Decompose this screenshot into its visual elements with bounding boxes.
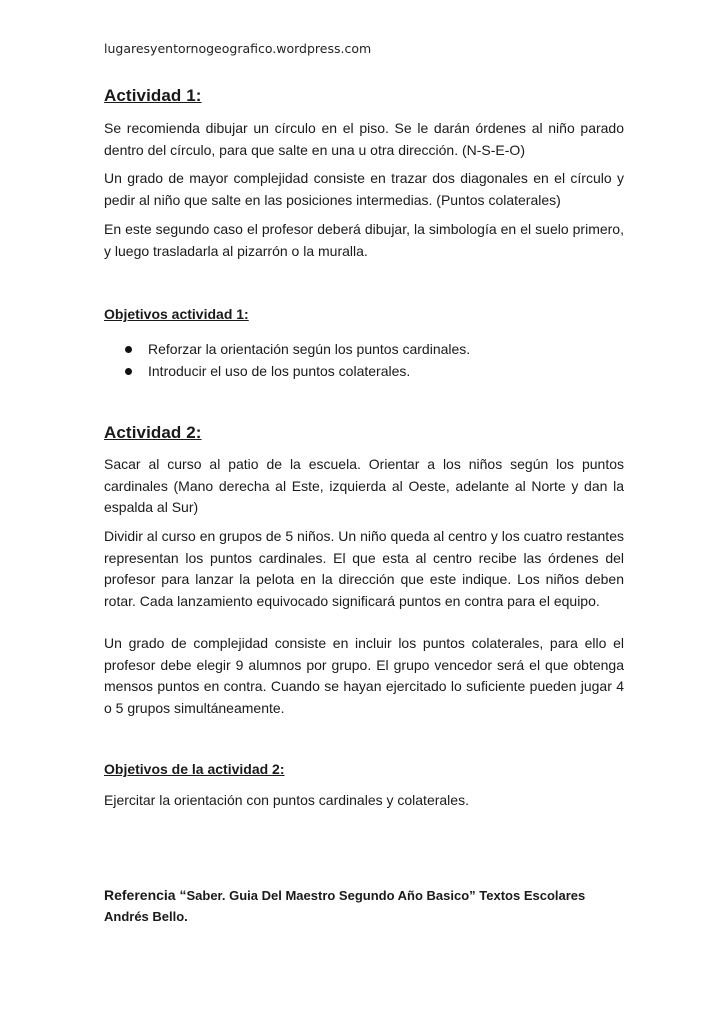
list-item xyxy=(104,339,624,361)
activity-1-paragraph-2-block xyxy=(104,168,624,211)
objectives-2-text: Ejercitar la orientación con puntos cardinales y colaterales. xyxy=(104,792,469,808)
activity-1-paragraph-3-block xyxy=(104,219,624,262)
reference-block xyxy=(104,885,624,927)
objectives-2-title-block xyxy=(104,761,624,777)
bullet-icon xyxy=(125,368,132,375)
activity-1-paragraph: En este segundo caso el profesor deberá dibujar, la simbología en el suelo primero, y luego trasladarla al pizarrón o la muralla. xyxy=(104,221,624,259)
activity-2-paragraph-1-block xyxy=(104,454,624,519)
activity-2-paragraph: Sacar al curso al patio de la escuela. Orientar a los niños según los puntos cardinales (Mano derecha al Este, izquierda al Oeste, adelante al Norte y dan la espalda al Sur) xyxy=(104,456,624,515)
activity-2-paragraph: Un grado de complejidad consiste en incluir los puntos colaterales, para ello el profesor debe elegir 9 alumnos por grupo. El grupo vencedor será el que obtenga mensos puntos en contra. Cuando se hayan ejercitado lo suficiente pueden jugar 4 o 5 grupos simultáneamente. xyxy=(104,635,624,716)
activity-2-paragraph-3-block xyxy=(104,633,624,719)
list-item xyxy=(104,361,624,383)
activity-1-title-block xyxy=(104,86,624,106)
reference xyxy=(104,885,624,927)
activity-1-paragraph: Un grado de mayor complejidad consiste en trazar dos diagonales en el círculo y pedir al niño que salte en las posiciones intermedias. (Puntos colaterales) xyxy=(104,170,624,208)
activity-2-title: Actividad 2: xyxy=(104,423,202,442)
objectives-2-text-block xyxy=(104,790,624,812)
objectives-1-list-block xyxy=(104,339,624,382)
activity-2-title-block xyxy=(104,423,624,443)
activity-1-paragraph-1-block xyxy=(104,118,624,161)
bullet-icon xyxy=(125,346,132,353)
page-header-site: lugaresyentornogeografico.wordpress.com xyxy=(104,41,372,56)
objectives-1-list xyxy=(104,339,624,382)
activity-1-title: Actividad 1: xyxy=(104,86,202,105)
reference-citation: Saber. Guia Del Maestro Segundo Año Basico” Textos Escolares Andrés Bello. xyxy=(104,888,586,924)
activity-2-paragraph: Dividir al curso en grupos de 5 niños. Un niño queda al centro y los cuatro restantes representan los puntos cardinales. El que esta al centro recibe las órdenes del profesor para lanzar la pelota en la dirección que este indique. Los niños deben rotar. Cada lanzamiento equivocado significará puntos en contra para el equipo. xyxy=(104,528,624,609)
list-item-text: Reforzar la orientación según los puntos cardinales. xyxy=(148,341,471,357)
list-item-text: Introducir el uso de los puntos colaterales. xyxy=(148,362,411,379)
objectives-2-title: Objetivos de la actividad 2: xyxy=(104,761,285,777)
activity-2-paragraph-2-block xyxy=(104,526,624,612)
objectives-1-title: Objetivos actividad 1: xyxy=(104,306,249,322)
activity-1-paragraph: Se recomienda dibujar un círculo en el piso. Se le darán órdenes al niño parado dentro del círculo, para que salte en una u otra dirección. (N-S-E-O) xyxy=(104,120,624,158)
reference-lead: Referencia “ xyxy=(104,887,187,903)
objectives-1-title-block xyxy=(104,306,624,322)
